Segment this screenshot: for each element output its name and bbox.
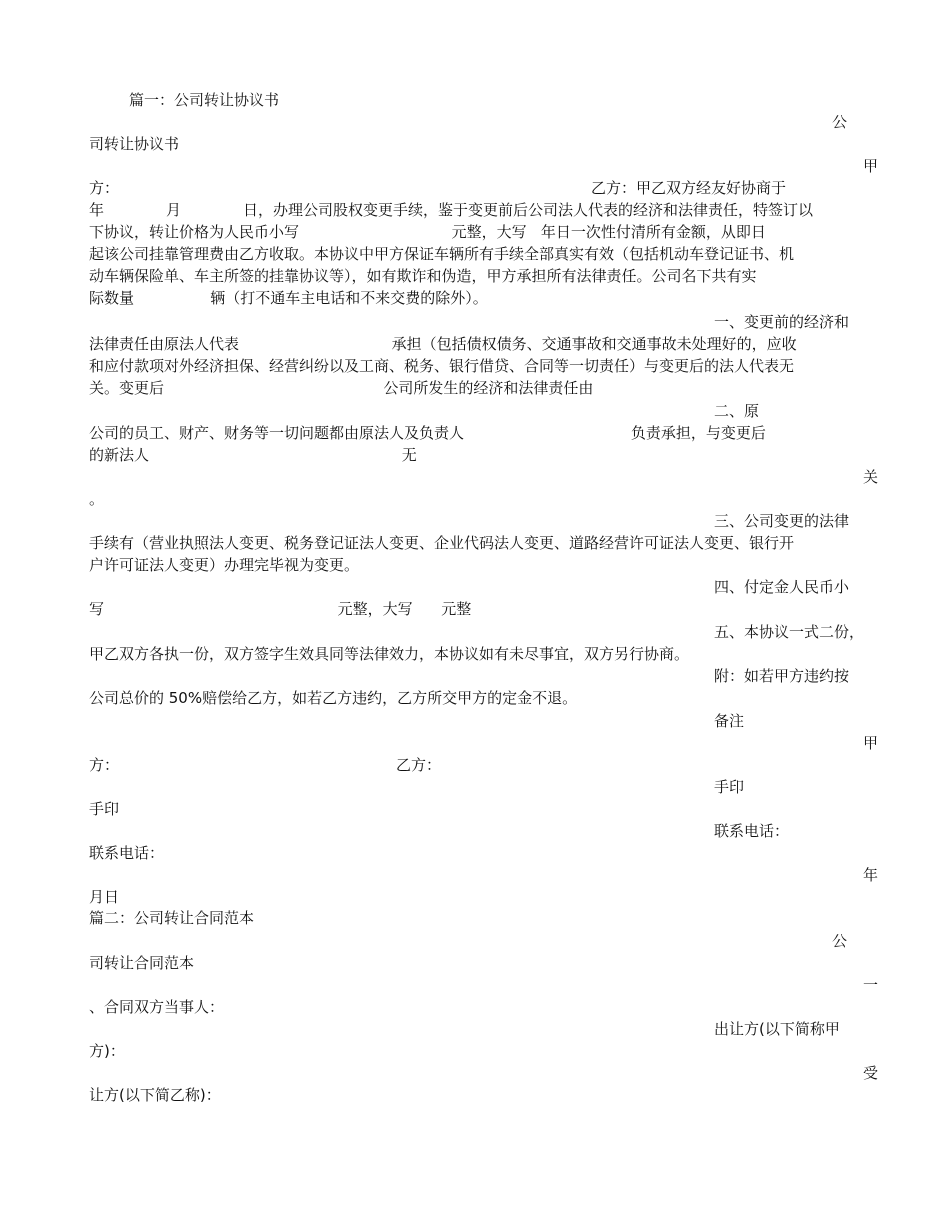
body-line: 际数量 辆（打不通车主电话和不来交费的除外）。: [89, 289, 488, 307]
fingerprint-label: 手印: [89, 800, 120, 818]
clause1-line: 和应付款项对外经济担保、经营纠纷以及工商、税务、银行借贷、合同等一切责任）与变更后的法人代表无: [89, 357, 795, 375]
clause1-start: 一、变更前的经济和: [714, 313, 850, 331]
clause5-line: 甲乙双方各执一份，双方签字生效具同等法律效力，本协议如有未尽事宜，双方另行协商。: [89, 645, 690, 663]
clause5-start: 五、本协议一式二份，: [714, 623, 865, 641]
phone-label: 联系电话：: [714, 822, 790, 840]
part2-heading: 篇二：公司转让合同范本: [89, 909, 255, 927]
fingerprint-label: 手印: [714, 778, 745, 796]
month-day-label: 月日: [89, 888, 120, 906]
clause2-end: 。: [89, 490, 105, 508]
clause2-start: 二、原: [714, 402, 760, 420]
clause3-line: 手续有（营业执照法人变更、税务登记证法人变更、企业代码法人变更、道路经营许可证法人变更、银行开: [89, 534, 795, 552]
part1-heading: 篇一：公司转让协议书: [129, 91, 280, 109]
transferee-end: 让方(以下简乙称)：: [89, 1086, 221, 1104]
section1-number: 一: [862, 976, 878, 994]
transferee-start: 受: [862, 1064, 878, 1082]
appendix-line: 公司总价的 50%赔偿给乙方，如若乙方违约，乙方所交甲方的定金不退。: [89, 689, 578, 707]
clause3-start: 三、公司变更的法律: [714, 512, 850, 530]
clause3-line: 户许可证法人变更）办理完毕视为变更。: [89, 556, 360, 574]
year-label: 年: [862, 866, 878, 884]
sign-a-start: 甲: [862, 734, 878, 752]
clause2-line: 公司的员工、财产、财务等一切问题都由原法人及负责人 负责承担，与变更后: [89, 424, 766, 442]
transferor-start: 出让方(以下简称甲: [714, 1020, 840, 1038]
sign-a-end: 方：: [89, 756, 120, 774]
remarks-label: 备注: [714, 712, 745, 730]
part1-title-start: 公: [832, 113, 848, 131]
party-a-start: 甲: [862, 157, 878, 175]
clause4-start: 四、付定金人民币小: [714, 578, 850, 596]
part2-title-start: 公: [832, 932, 848, 950]
phone-label: 联系电话：: [89, 844, 165, 862]
part2-title-end: 司转让合同范本: [89, 954, 195, 972]
party-b-intro: 乙方：甲乙双方经友好协商于: [591, 179, 787, 197]
clause2-line: 的新法人 无: [89, 446, 417, 464]
clause2-line: 关: [862, 468, 878, 486]
appendix-start: 附：如若甲方违约按: [714, 667, 850, 685]
body-line: 动车辆保险单、车主所签的挂靠协议等），如有欺诈和伪造，甲方承担所有法律责任。公司名下共有实: [89, 267, 757, 285]
part1-title-end: 司转让协议书: [89, 135, 180, 153]
clause1-line: 法律责任由原法人代表 承担（包括债权债务、交通事故和交通事故未处理好的，应收: [89, 335, 797, 353]
party-a-end: 方：: [89, 179, 120, 197]
clause1-line: 关。变更后 公司所发生的经济和法律责任由: [89, 379, 594, 397]
price-line: 下协议，转让价格为人民币小写 元整，大写 年日一次性付清所有金额，从即日: [89, 223, 766, 241]
clause4-line: 写 元整，大写 元整: [89, 600, 472, 618]
section1-title: 、合同双方当事人：: [89, 998, 225, 1016]
sign-b-label: 乙方：: [396, 756, 442, 774]
body-line: 起该公司挂靠管理费由乙方收取。本协议中甲方保证车辆所有手续全部真实有效（包括机动车登记证书、机: [89, 245, 795, 263]
date-line: 年 月 日，办理公司股权变更手续，鉴于变更前后公司法人代表的经济和法律责任，特签订以: [89, 201, 813, 219]
transferor-end: 方)：: [89, 1042, 125, 1060]
